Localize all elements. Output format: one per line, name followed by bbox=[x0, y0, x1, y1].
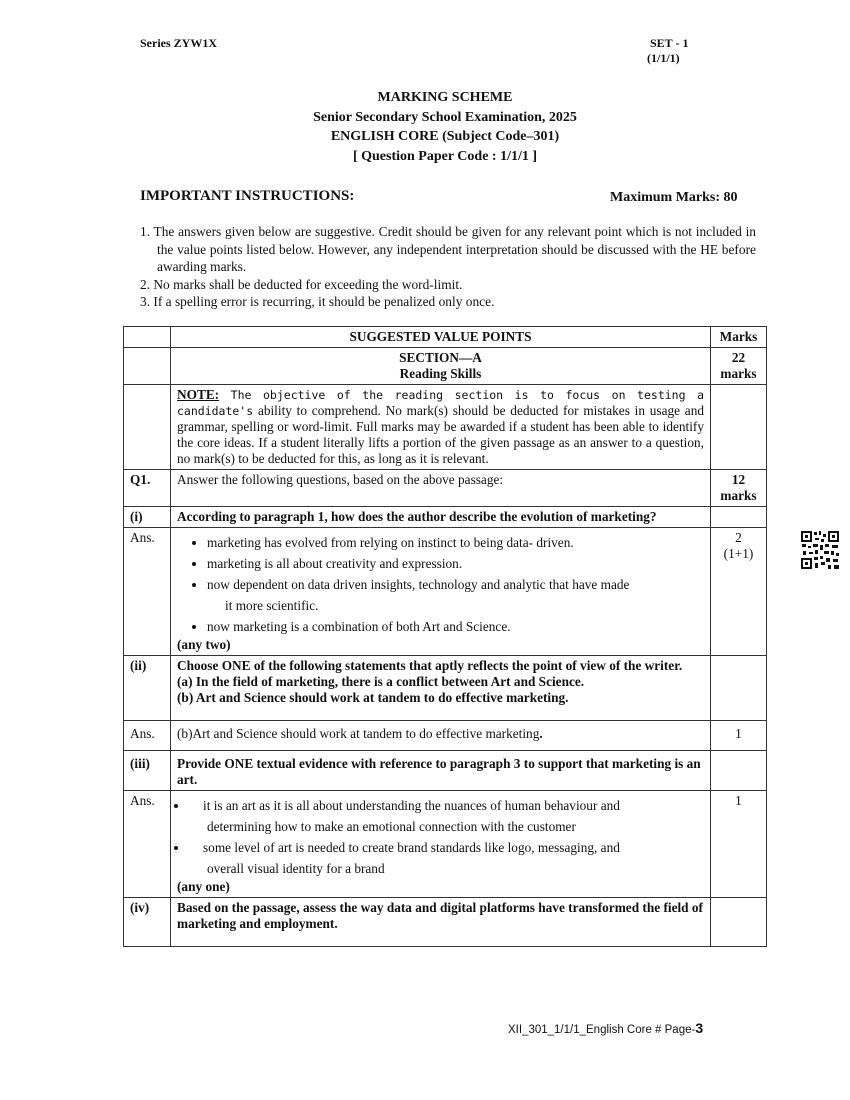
question-number: (iii) bbox=[124, 751, 171, 791]
question-text: Answer the following questions, based on the above passage: bbox=[171, 470, 711, 507]
maximum-marks: Maximum Marks: 80 bbox=[610, 190, 738, 205]
answer-list bbox=[177, 795, 704, 879]
question-number: (iv) bbox=[124, 898, 171, 947]
title-exam: Senior Secondary School Examination, 2025 bbox=[313, 109, 577, 125]
answer-marks: 1 bbox=[711, 721, 767, 751]
list-item: • some level of art is needed to create brand standards like logo, messaging, and overall visual identity for a brand bbox=[189, 837, 704, 879]
qr-code-icon bbox=[800, 530, 840, 570]
answer-list bbox=[177, 532, 704, 637]
question-text: Choose ONE of the following statements that aptly reflects the point of view of the writer. (a) In the field of marketing, there is a conflict between Art and Science. (b) Art and Science should work at tandem to do effective marketing. bbox=[171, 656, 711, 721]
answer-content: (b)Art and Science should work at tandem to do effective marketing. bbox=[171, 721, 711, 751]
title-subject: ENGLISH CORE (Subject Code–301) bbox=[330, 129, 560, 144]
page-number: 3 bbox=[695, 1020, 704, 1036]
instruction-item: 2. No marks shall be deducted for exceeding the word-limit. bbox=[140, 276, 463, 292]
section-heading bbox=[171, 348, 711, 385]
header-marks: Marks bbox=[711, 327, 767, 348]
instructions-list bbox=[140, 223, 756, 311]
list-item: • now marketing is a combination of both Art and Science. bbox=[207, 616, 704, 637]
title-marking-scheme: MARKING SCHEME bbox=[377, 90, 513, 105]
question-row bbox=[124, 898, 767, 947]
option-a: (a) In the field of marketing, there is a conflict between Art and Science. bbox=[177, 674, 585, 689]
question-number: (ii) bbox=[124, 656, 171, 721]
series-label: Series ZYW1X bbox=[140, 36, 217, 50]
question-number: Q1. bbox=[124, 470, 171, 507]
question-text: According to paragraph 1, how does the author describe the evolution of marketing? bbox=[171, 507, 711, 528]
section-title: SECTION—A bbox=[399, 350, 482, 365]
page-footer: XII_301_1/1/1_English Core # Page-3 bbox=[508, 1020, 704, 1036]
option-b: (b) Art and Science should work at tandem to do effective marketing. bbox=[177, 690, 569, 705]
answer-marks: 2 (1+1) bbox=[711, 528, 767, 656]
table-header-row bbox=[124, 327, 767, 348]
answer-content bbox=[171, 528, 711, 656]
note-text: NOTE: The objective of the reading section is to focus on testing a candidate's ability to comprehend. No mark(s) should be deducted for mistakes in usage and grammar, spelling or word-limit. Full marks may be awarded if a student has been able to identify the core ideas. If a student literally lifts a portion of the given passage as an answer to a question, no mark(s) to be deducted for this, as long as it is relevant. bbox=[171, 385, 711, 470]
question-row bbox=[124, 507, 767, 528]
instruction-item: 1. The answers given below are suggestive. Credit should be given for any relevant point which is not included in the value points listed below. However, any independent interpretation should be discussed with the HE before awarding marks. bbox=[140, 224, 756, 274]
set-code: (1/1/1) bbox=[647, 51, 680, 65]
answer-marks: 1 bbox=[711, 791, 767, 898]
answer-row bbox=[124, 528, 767, 656]
instructions-heading: IMPORTANT INSTRUCTIONS: bbox=[140, 188, 355, 204]
marking-table bbox=[123, 326, 767, 947]
list-item: • marketing is all about creativity and expression. bbox=[207, 553, 704, 574]
question-text: Provide ONE textual evidence with reference to paragraph 3 to support that marketing is an art. bbox=[171, 751, 711, 791]
note-row bbox=[124, 385, 767, 470]
answer-note: (any two) bbox=[177, 637, 231, 652]
list-item: • it is an art as it is all about understanding the nuances of human behaviour and determining how to make an emotional connection with the customer bbox=[189, 795, 704, 837]
instruction-item: 3. If a spelling error is recurring, it should be penalized only once. bbox=[140, 294, 495, 309]
question-row bbox=[124, 751, 767, 791]
question-row bbox=[124, 470, 767, 507]
set-label: SET - 1 bbox=[650, 36, 689, 50]
note-label: NOTE: bbox=[177, 387, 220, 402]
answer-label: Ans. bbox=[124, 791, 171, 898]
question-number: (i) bbox=[124, 507, 171, 528]
title-block bbox=[0, 88, 850, 166]
answer-label: Ans. bbox=[124, 528, 171, 656]
question-marks: 12 marks bbox=[711, 470, 767, 507]
header-value-points: SUGGESTED VALUE POINTS bbox=[171, 327, 711, 348]
title-paper-code: [ Question Paper Code : 1/1/1 ] bbox=[352, 148, 538, 164]
question-text: Based on the passage, assess the way data and digital platforms have transformed the field of marketing and employment. bbox=[171, 898, 711, 947]
list-item: • now dependent on data driven insights, technology and analytic that have made it more scientific. bbox=[207, 574, 704, 616]
section-marks: 22 marks bbox=[711, 348, 767, 385]
answer-label: Ans. bbox=[124, 721, 171, 751]
list-item: • marketing has evolved from relying on instinct to being data- driven. bbox=[207, 532, 704, 553]
answer-row bbox=[124, 721, 767, 751]
answer-content bbox=[171, 791, 711, 898]
section-row bbox=[124, 348, 767, 385]
question-row bbox=[124, 656, 767, 721]
section-subtitle: Reading Skills bbox=[399, 366, 482, 381]
answer-row bbox=[124, 791, 767, 898]
answer-note: (any one) bbox=[177, 879, 230, 894]
qr-code-graphic bbox=[800, 530, 840, 570]
